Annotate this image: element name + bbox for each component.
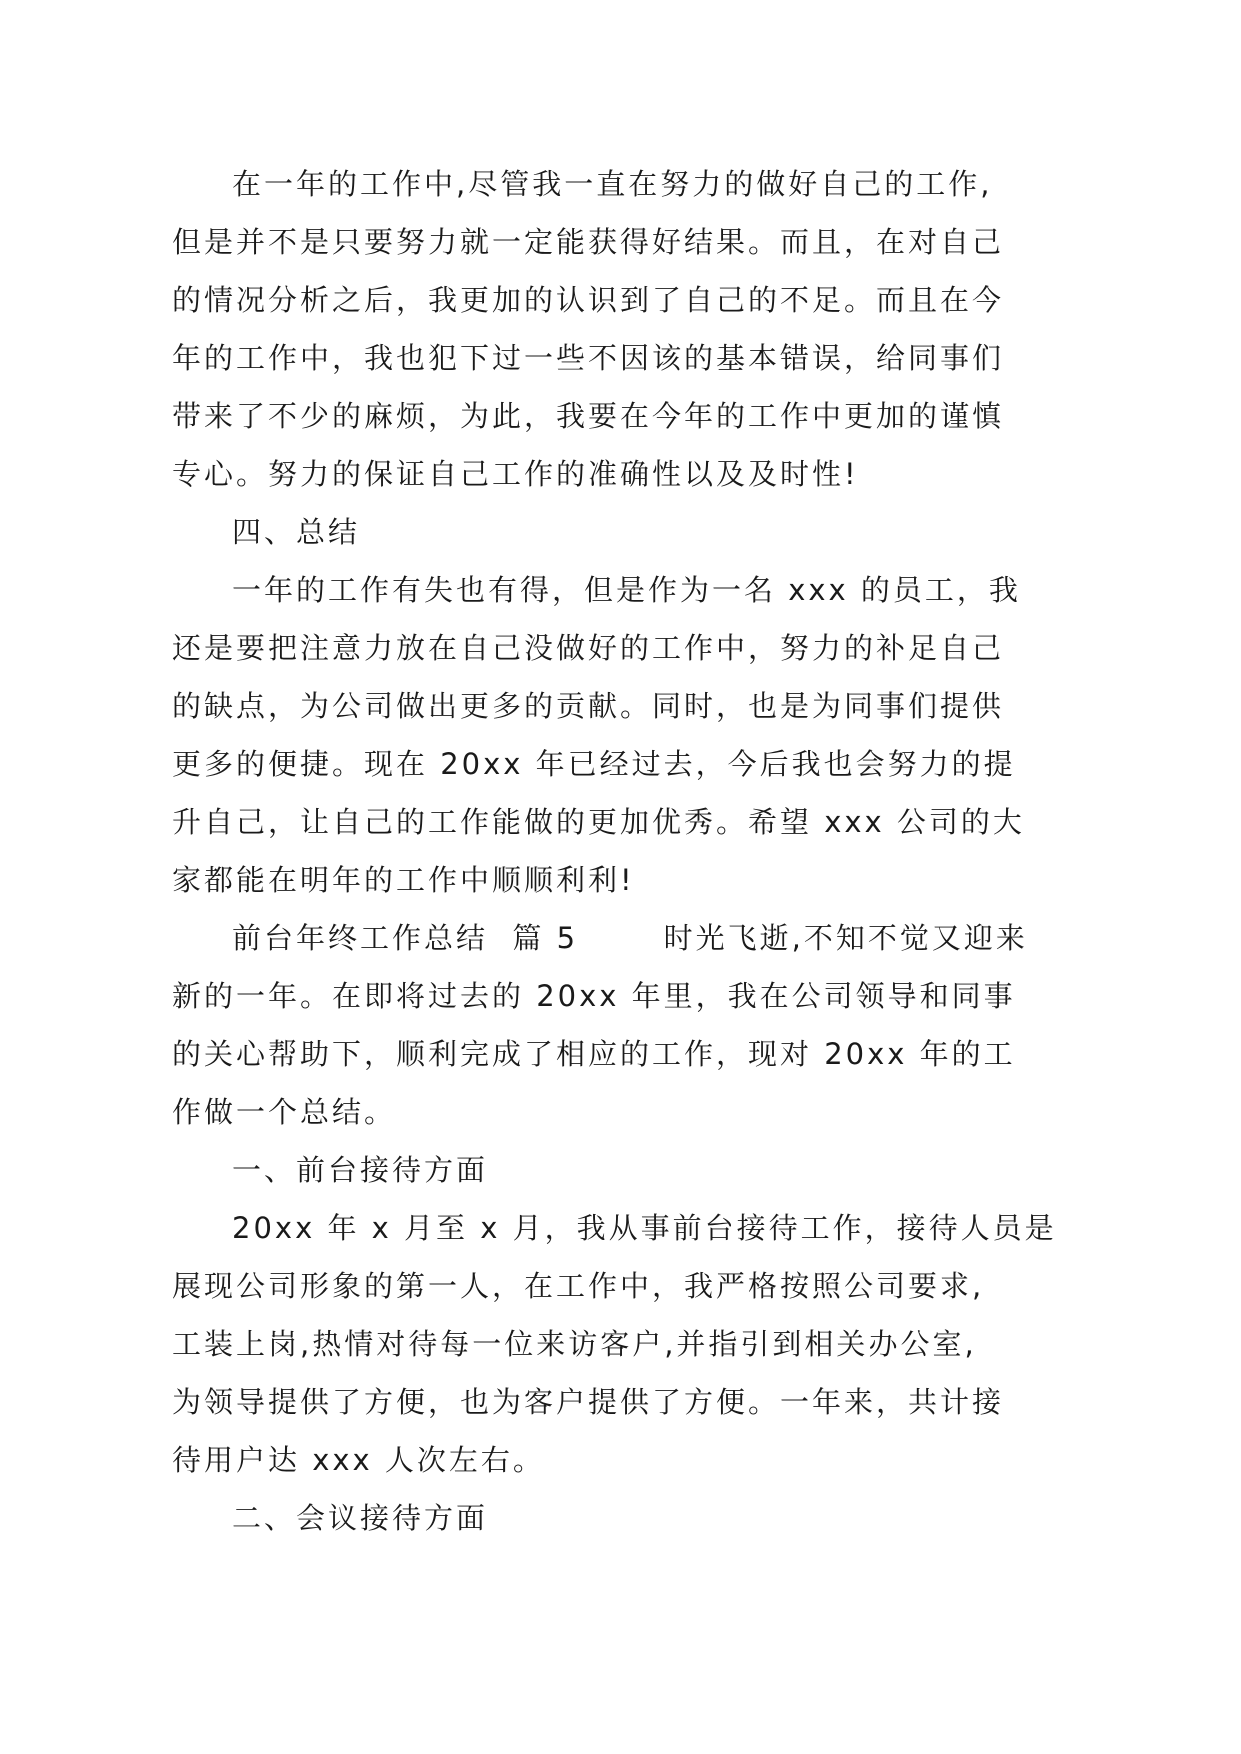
text-line: 前台年终工作总结 篇 5 时光飞逝,不知不觉又迎来	[232, 921, 1028, 955]
text-line: 一年的工作有失也有得，但是作为一名 xxx 的员工，我	[232, 573, 1021, 607]
section-heading: 四、总结	[232, 515, 361, 549]
text-line: 在一年的工作中,尽管我一直在努力的做好自己的工作,	[232, 167, 993, 201]
text-line: 的关心帮助下，顺利完成了相应的工作，现对 20xx 年的工	[172, 1037, 1016, 1071]
text-line: 20xx 年 x 月至 x 月，我从事前台接待工作，接待人员是	[232, 1211, 1057, 1245]
text-line: 的情况分析之后，我更加的认识到了自己的不足。而且在今	[172, 283, 1005, 317]
text-line: 工装上岗,热情对待每一位来访客户,并指引到相关办公室,	[172, 1327, 977, 1361]
section-heading: 二、会议接待方面	[232, 1501, 489, 1535]
text-line: 待用户达 xxx 人次左右。	[172, 1443, 545, 1477]
text-line: 更多的便捷。现在 20xx 年已经过去，今后我也会努力的提	[172, 747, 1016, 781]
text-line: 的缺点，为公司做出更多的贡献。同时，也是为同事们提供	[172, 689, 1005, 723]
text-line: 新的一年。在即将过去的 20xx 年里，我在公司领导和同事	[172, 979, 1016, 1013]
text-line: 升自己，让自己的工作能做的更加优秀。希望 xxx 公司的大	[172, 805, 1025, 839]
text-line: 为领导提供了方便，也为客户提供了方便。一年来，共计接	[172, 1385, 1005, 1419]
text-line: 年的工作中，我也犯下过一些不因该的基本错误，给同事们	[172, 341, 1005, 375]
text-line: 带来了不少的麻烦，为此，我要在今年的工作中更加的谨慎	[172, 399, 1005, 433]
text-line: 家都能在明年的工作中顺顺利利!	[172, 863, 635, 897]
section-heading: 一、前台接待方面	[232, 1153, 489, 1187]
text-line: 作做一个总结。	[172, 1095, 397, 1129]
text-line: 专心。努力的保证自己工作的准确性以及及时性!	[172, 457, 859, 491]
text-line: 但是并不是只要努力就一定能获得好结果。而且，在对自己	[172, 225, 1005, 259]
text-line: 还是要把注意力放在自己没做好的工作中，努力的补足自己	[172, 631, 1005, 665]
text-line: 展现公司形象的第一人，在工作中，我严格按照公司要求,	[172, 1269, 985, 1303]
